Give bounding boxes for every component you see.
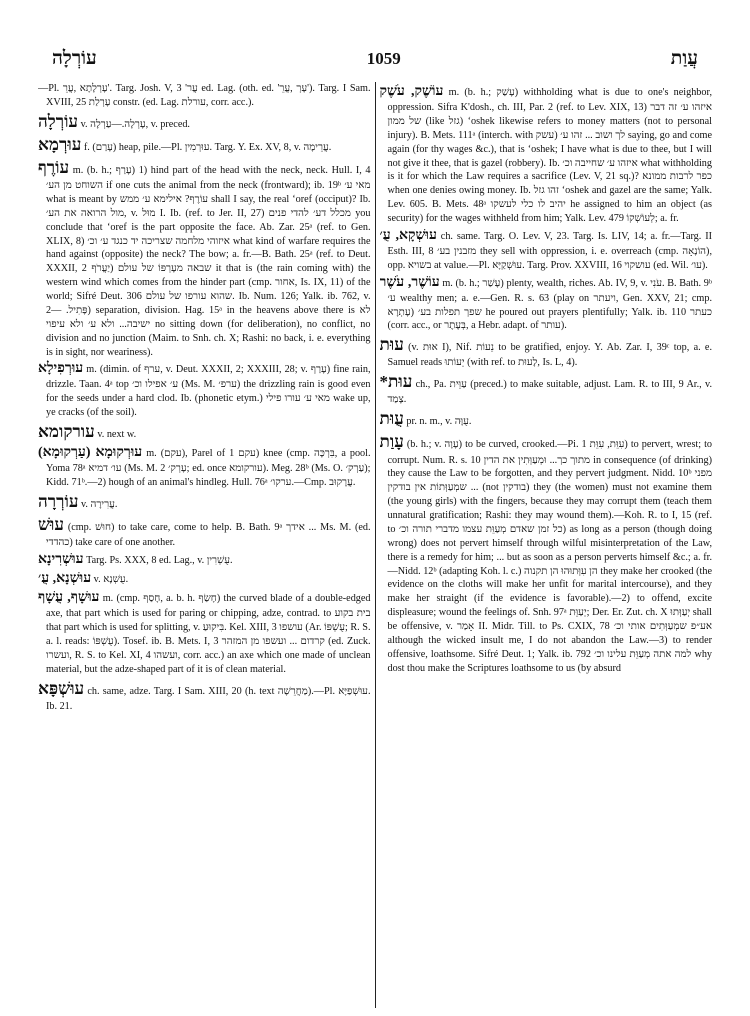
column-divider xyxy=(375,82,376,1008)
entry-text: ch. same, adze. Targ. I Sam. XIII, 20 (h. text מַחֲרֵשָׁה).—Pl. עוּשְׁפַיָּא. Ib. 21. xyxy=(46,685,371,712)
entry-text: m. (b. h.; עָשַׁק) withholding what is due to one's neighbor, oppression. Sifra K'dosh., ch. III, Par. 2 (ref. to Lev. XIX, 13) איזהו ע׳ זה דבר של ממון (like גזל) ʻoshek likewise refers to money matters (not to personal injury). B. Mets. 111ᵃ (interch. with עשק) לך ושוב ... זהו ע׳ saying, go and come again (for thy wages &c.), that is ʻoshek; I have what is due to thee, but I will not give it thee, that is gazel (robbery). Ib. איזהו ע׳ שחייבה וכ׳ what withholding is it for which the Law requires a sacrifice (Lev. V, 21 sq.)? כפר לרבות ממונא when one denies owing money. Ib. זהו גזל ʻoshek and gazel are the same; Yalk. Lev. 605. B. Mets. 48ᵃ יהיב לו כלי לעשקו he assigned to him an object (as security) for the wages withheld from him; Yalk. Lev. 479 לְעוֹשְׁקוֹ; a. fr. xyxy=(387,87,712,225)
entry-headword: עוּת xyxy=(379,335,404,355)
dictionary-entry xyxy=(38,443,371,490)
entry-text: m. (dimin. of ערף, v. Deut. XXXII, 2; XXXIII, 28; v. עָרַף) fine rain, drizzle. Taan. 4ᵃ top ע׳ אפילו וכ׳ (Ms. M. ערפ׳) the drizzling rain is good even for the seeds under a hard clod. Ib. (phonetic etym.) מאי ע׳ עורו פילי wake up, ye cracks (of the soil). xyxy=(46,364,371,419)
entry-text: v. next w. xyxy=(97,429,137,441)
entry-headword: *עוּת xyxy=(379,372,413,392)
entry-headword: עוּשָׁף, עֻשָׁף xyxy=(38,590,100,606)
dictionary-entry xyxy=(38,490,371,513)
entry-text: Targ. Ps. XXX, 8 ed. Lag., v. עֻשְׁרִין. xyxy=(86,555,233,567)
entry-text: v. עֻשְׁנָא. xyxy=(93,574,129,586)
entry-headword: עוּשְׁנָא, עֻ׳ xyxy=(38,571,92,587)
dictionary-entry xyxy=(38,550,371,569)
dictionary-entry xyxy=(380,430,713,675)
left-column xyxy=(38,82,371,1008)
dictionary-entry xyxy=(38,420,371,443)
entry-text: (b. h.; v. עָוָה) to be curved, crooked.—Pi. עִוֵּת, עִוֵּת 1) to pervert, wrest; to corrupt. Num. R. s. 10 מתוך כך... וּמְעַוְּתִין את הדין in consequence (of drinking) they cause the Law to be forgotten, and they pervert judgment. Nidd. 10ᵇ מפני שמְעַוְּתוֹת אין בודקין ... (not בודקין) they (the women) must not examine them (the young girls) with the fingers, because they may corrupt them (teach them unnatural gratification; Rashi: they may wound them).—Koh. R. to I, 15 (ref. to כל זמן שאדם מְעַוֵּת עצמו מדברי תורה וכ׳) as long as a person (though doing wrong) does not pervert himself through wilful misinterpretation of the Law, there is a remedy for him; ... but as soon as a person perverts himself &c.; a. fr.—Nidd. 12ᵇ (adapting Koh. l. c.) הן עִוְּתוּהוּ הן תקנוה they make her crooked (the evidence on the cloths will make her unfit for marital intercourse), and they make her straight (if the evidence is favorable).—2) to offend, excite displeasure; wound the feelings of. Snh. 97ᵃ יְעַוֵּת; Der. Er. Zut. ch. X יְעַוְּתוּ shall be offensive, v. אָמַר II. Midr. Till. to Ps. CXIX, 78 אע״פ שמְעַוְּתִים אותי וכ׳ although the wicked insult me, I do not abandon the Law.—3) to render offensive, loathsome. Sifré Deut. 1; Yalk. ib. 792 למה אתה מְעַוֵּת עלינו וכ׳ why dost thou make the Scriptures loathsome to us (by absurd xyxy=(387,439,712,674)
entry-text: m. (b. h.; עָרַף) 1) hind part of the head with the neck, neck. Hull. I, 4 השוחט מן הע׳ if one cuts the animal from the neck (frontward); ib. 19ᵇ מאי ע׳ what is meant by עוֹרֶף? אילימא ע׳ ממש shall I say, the real ʻoref (occiput)? Ib. מול הרואה את הע׳, v. מוּל I. Ib. (ref. to Jer. II, 27) מכלל דע׳ להדי פנים you conclude that ʻoref is the part opposite the face. Ab. Zar. 25ᵃ (ref. to Gen. XLIX, 8) איזוהי מלחמה שצריכה יד כנגד ע׳ וכ׳ what kind of warfare requires the hand against (opposite) the neck? The bow; a. fr.—B. Bath. 25ᵃ (ref. to Deut. XXXII, 2 יַעֲרֹף) שבאה מעָרְפּוֹ של עולם ‎it that is (the rain coming with) the western wind which comes from the hinder part (cmp. אחור, Is. IX, 11) of the world; Sifré Deut. 306 שהוא עורפו של עולם. Ib. Num. 126; Yalk. ib. 762, v. פָּתִיל. —2) separation, division. Hag. 15ᵃ in the heavens above there is לא ישיבה... ולא ע׳ ולא עיפוי no sitting down (for deliberation), no conflict, no division and no junction (Maim. to Snh. ch. X; Rashi: no back, i. e. everything is in sight, nor weariness). xyxy=(46,164,371,358)
dictionary-entry xyxy=(38,110,371,133)
dictionary-entry xyxy=(38,588,371,676)
dictionary-entry xyxy=(38,569,371,588)
entry-text: m. (b. h.; עָשַׁר) plenty, wealth, riches. Ab. IV, 9, v. עֹנִי. B. Bath. 9ᵇ ע׳ wealthy men; a. e.—Gen. R. s. 63 (play on ויעתר, Gen. XXV, 21; cmp. עָתְרָא) שפך תפלות בע׳ he poured out prayers plentifully; Yalk. ib. 110 כעתר (corr. acc., or בְּעֶתֶר, a Hebr. adapt. of עותר). xyxy=(387,277,712,332)
entry-headword: עוֹרְרָה xyxy=(38,492,79,511)
dictionary-entry xyxy=(380,82,713,226)
entry-headword: עוּשְׁקָא, עֻ׳ xyxy=(379,227,437,243)
dictionary-entry xyxy=(38,359,371,420)
dictionary-entry xyxy=(38,156,371,359)
entry-headword: עָוַת xyxy=(379,432,404,452)
entry-headword: עֻוּת xyxy=(379,409,404,429)
right-column xyxy=(380,82,713,1008)
dictionary-entry xyxy=(38,677,371,714)
dictionary-entry xyxy=(38,513,371,550)
dictionary-entry xyxy=(380,333,713,370)
entry-text: v. עָרְלָה.—עַרְלָה, v. preced. xyxy=(80,118,190,130)
entry-headword: עוּשְׁפָּא xyxy=(38,678,85,698)
entry-headword: עוֹרֶף xyxy=(38,157,70,177)
entry-headword: עוֹשֶׁר, עֹשֶׁר xyxy=(379,274,440,290)
entry-text: —Pl. עָרְלָתָא ,עֲרֵ'. Targ. Josh. V, 3 'עֲר ed. Lag. (oth. ed. 'עָרְ ,עֲרֵ'). Targ. I Sam. XVIII, 25 עָרְלַת constr. (ed. Lag. עורלת, corr. acc.). xyxy=(38,83,371,108)
running-head xyxy=(52,46,698,72)
entry-headword: עורקומא xyxy=(38,422,95,442)
entry-text: m. (cmp. חָסַף, a. b. h. חָשַׂף) the curved blade of a double-edged axe, that part which is used for paring or chipping, adze, contrad. to בית בקוע that part which is used for splitting, v. בִּיקוּעַ. Kel. XIII, 3 עושפו (Ar. עֻשְׁפּוֹ; R. S. a. l. reads: עֻשְׁפּוֹ). Tosef. ib. B. Mets. I, 3 קרדום ... ועשפו מן המזהר (ed. Zuck. ועשרו, R. S. to Kel. XI, 4 ועשהו, corr. acc.) an axe which one made of unclean material, but the adze-shaped part of it is of clean material. xyxy=(46,593,371,675)
entry-headword: עוּשְׁרִינָא xyxy=(38,552,84,568)
columns xyxy=(38,82,712,1008)
dictionary-entry xyxy=(380,407,713,430)
running-head-left: עוֹרְלָה xyxy=(52,48,97,69)
entry-text: (v. אוּת I), Nif. נֵעוֹת to be gratified, enjoy. Y. Ab. Zar. I, 39ᶜ top, a. e. Samuel reads יֵעוֹתוּ (with ref. to לָעוּת, Is. L, 4). xyxy=(387,342,712,369)
entry-text: m. (עקם), Parel of עקם 1) knee (cmp. בִּרְכָּה, a pool. Yoma 78ᵃ עו׳ דמיא (Ms. M. 2 עָרְק׳; ed. once עורקומא). Meg. 28ᵇ (Ms. O. עַרְק׳); Kidd. 71ᵇ.—2) hough of an animal's hindleg. Hull. 76ᵃ ערקו׳.—Cmp. עֲרָקוּב. xyxy=(46,448,371,489)
page-number: 1059 xyxy=(366,49,401,68)
entry-text: pr. n. m., v. עֻוָּה. xyxy=(406,416,472,428)
entry-headword: עוּרְמָא xyxy=(38,134,82,154)
dictionary-entry xyxy=(380,370,713,407)
dictionary-entry xyxy=(380,273,713,334)
entry-text: v. עֲרִירָה. xyxy=(81,499,118,510)
dictionary-entry xyxy=(38,133,371,156)
entry-text: f. (עָרַם) heap, pile.—Pl. עוּרְמִין. Targ. Y. Ex. XV, 8, v. עֲרֵימָה. xyxy=(83,141,332,153)
entry-text: (cmp. חוּשׁ) to take care, come to help. B. Bath. 9ᵃ אידך ... Ms. M. (ed. כהדדי) take care of one another. xyxy=(46,522,371,549)
dictionary-entry xyxy=(38,82,371,110)
entry-text: ch. same. Targ. O. Lev. V, 23. Targ. Is. LIV, 14; a. fr.—Targ. II Esth. III, 8 מזבנין בע׳ they sell with oppression, i. e. overreach (cmp. הוֹנָאָה), opp. בשויא at value.—Pl. עוּשְׁקַיָּא. Targ. Prov. XXVIII, 16 עושקוי (ed. Wil. עו׳). xyxy=(387,230,712,271)
entry-headword: עוֹרְלָה xyxy=(38,111,79,131)
entry-headword: עוּרְקוּמָא (עַרְקוּמָא) xyxy=(38,445,143,461)
entry-headword: עוּרְפִילָא xyxy=(38,361,84,377)
dictionary-entry xyxy=(380,226,713,273)
entry-headword: עוּשׁ xyxy=(38,515,65,535)
entry-headword: עוֹשֶׁק, עֹשֶׁק xyxy=(379,84,444,99)
entry-text: ch., Pa. עַוֵּית (preced.) to make suitable, adjust. Lam. R. to III, 9 Ar., v. צָמַד. xyxy=(387,379,712,406)
running-head-right: עֲוַת xyxy=(670,48,698,69)
